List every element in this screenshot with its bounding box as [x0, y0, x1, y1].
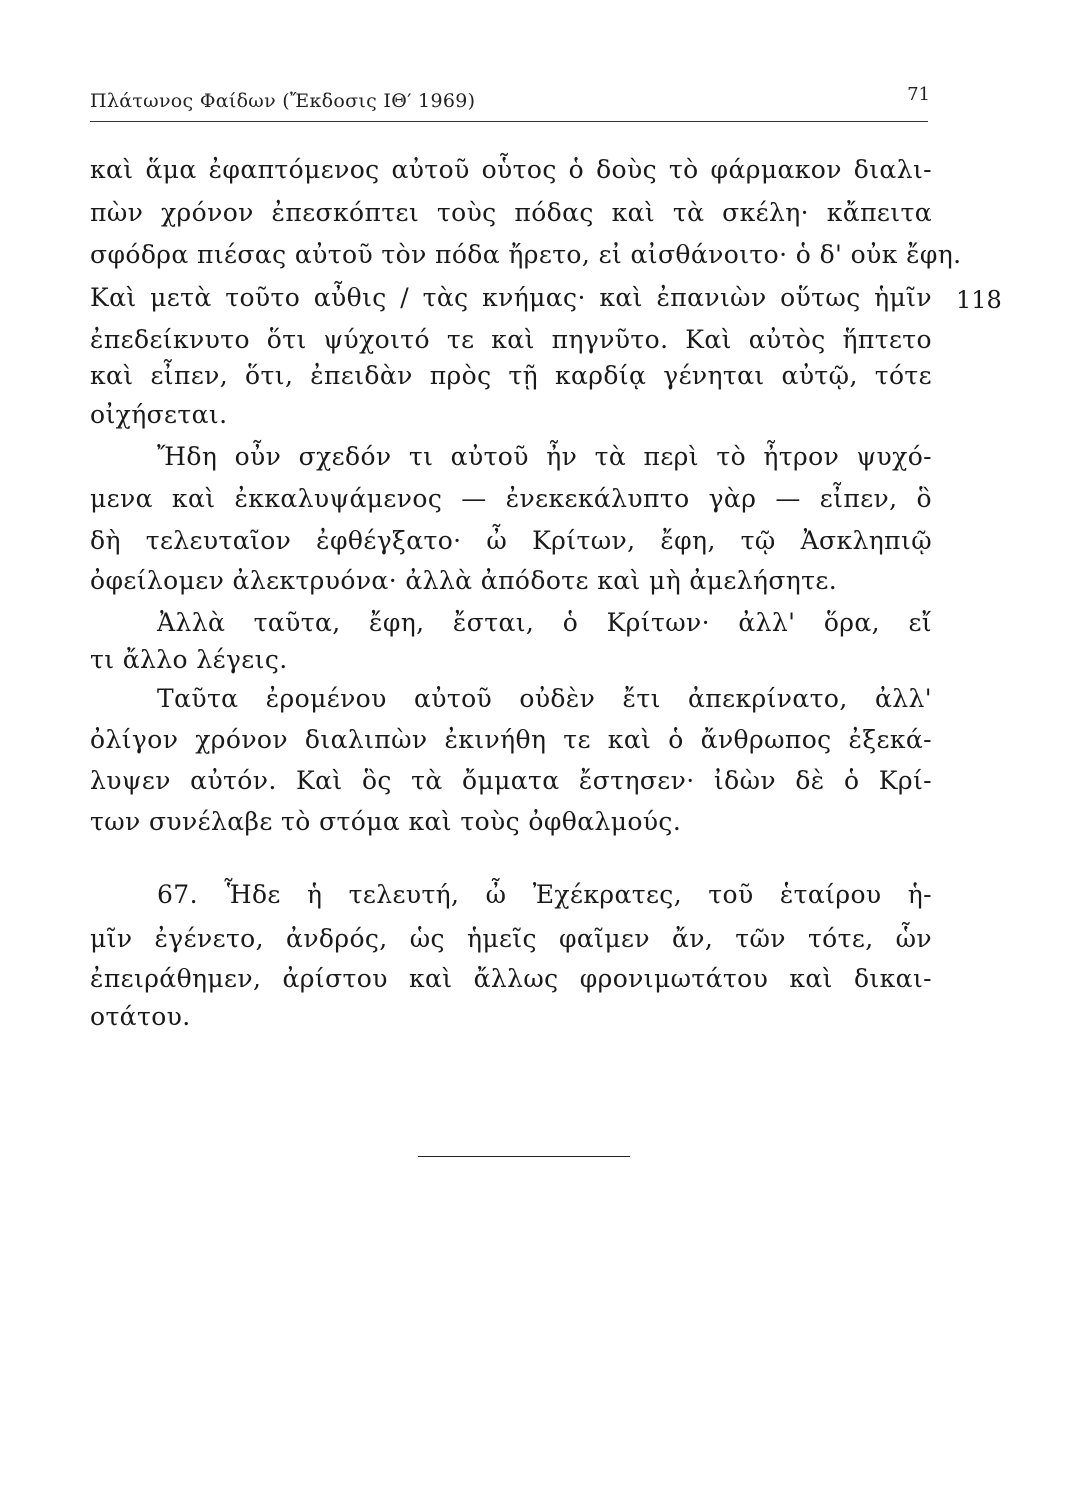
text-line: ἐπεδείκνυτο ὅτι ψύχοιτό τε καὶ πηγνῦτο. Καὶ αὐτὸς ἥπτετο — [90, 325, 932, 354]
text-line: μῖν ἐγένετο, ἀνδρός, ὡς ἡμεῖς φαῖμεν ἄν, τῶν τότε, ὧν — [90, 924, 932, 953]
stephanus-margin-number: 118 — [956, 286, 1002, 314]
text-line: καὶ εἶπεν, ὅτι, ἐπειδὰν πρὸς τῇ καρδίᾳ γένηται αὐτῷ, τότε — [90, 361, 932, 390]
text-line: Ταῦτα ἐρομένου αὐτοῦ οὐδὲν ἔτι ἀπεκρίνατο, ἀλλ' — [157, 684, 932, 713]
text-line: των συνέλαβε τὸ στόμα καὶ τοὺς ὀφθαλμούς. — [90, 807, 682, 836]
text-line: ὀλίγον χρόνον διαλιπὼν ἐκινήθη τε καὶ ὁ ἄνθρωπος ἐξεκά- — [90, 725, 932, 754]
text-line: ἐπειράθημεν, ἀρίστου καὶ ἄλλως φρονιμωτάτου καὶ δικαι- — [90, 964, 932, 993]
header-title: Πλάτωνος Φαίδων (Ἔκδοσις ΙΘ′ 1969) — [90, 90, 476, 112]
end-rule — [418, 1156, 630, 1157]
page-number: 71 — [907, 84, 930, 105]
text-line: δὴ τελευταῖον ἐφθέγξατο· ὦ Κρίτων, ἔφη, τῷ Ἀσκληπιῷ — [90, 526, 932, 555]
text-line: 67. Ἧδε ἡ τελευτή, ὦ Ἐχέκρατες, τοῦ ἑταίρου ἡ- — [157, 880, 932, 909]
text-line: Καὶ μετὰ τοῦτο αὖθις / τὰς κνήμας· καὶ ἐπανιὼν οὕτως ἡμῖν — [90, 283, 932, 312]
text-line: Ἤδη οὖν σχεδόν τι αὐτοῦ ἦν τὰ περὶ τὸ ἦτρον ψυχό- — [157, 442, 932, 471]
running-header — [90, 84, 930, 118]
text-line: καὶ ἅμα ἐφαπτόμενος αὐτοῦ οὗτος ὁ δοὺς τὸ φάρμακον διαλι- — [90, 155, 932, 184]
text-line: μενα καὶ ἐκκαλυψάμενος — ἐνεκεκάλυπτο γὰρ — εἶπεν, ὃ — [90, 484, 932, 513]
text-line: λυψεν αὐτόν. Καὶ ὃς τὰ ὄμματα ἔστησεν· ἰδὼν δὲ ὁ Κρί- — [90, 766, 932, 795]
text-line: Ἀλλὰ ταῦτα, ἔφη, ἔσται, ὁ Κρίτων· ἀλλ' ὅρα, εἴ — [157, 608, 932, 637]
text-line: ὀφείλομεν ἀλεκτρυόνα· ἀλλὰ ἀπόδοτε καὶ μὴ ἀμελήσητε. — [90, 566, 838, 595]
text-line: σφόδρα πιέσας αὐτοῦ τὸν πόδα ἤρετο, εἰ αἰσθάνοιτο· ὁ δ' οὐκ ἔφη. — [90, 240, 962, 269]
text-line: πὼν χρόνον ἐπεσκόπτει τοὺς πόδας καὶ τὰ σκέλη· κἄπειτα — [90, 198, 932, 227]
header-rule — [90, 121, 928, 122]
text-line: οτάτου. — [90, 1002, 191, 1031]
text-line: τι ἄλλο λέγεις. — [90, 645, 288, 674]
text-line: οἰχήσεται. — [90, 400, 228, 429]
